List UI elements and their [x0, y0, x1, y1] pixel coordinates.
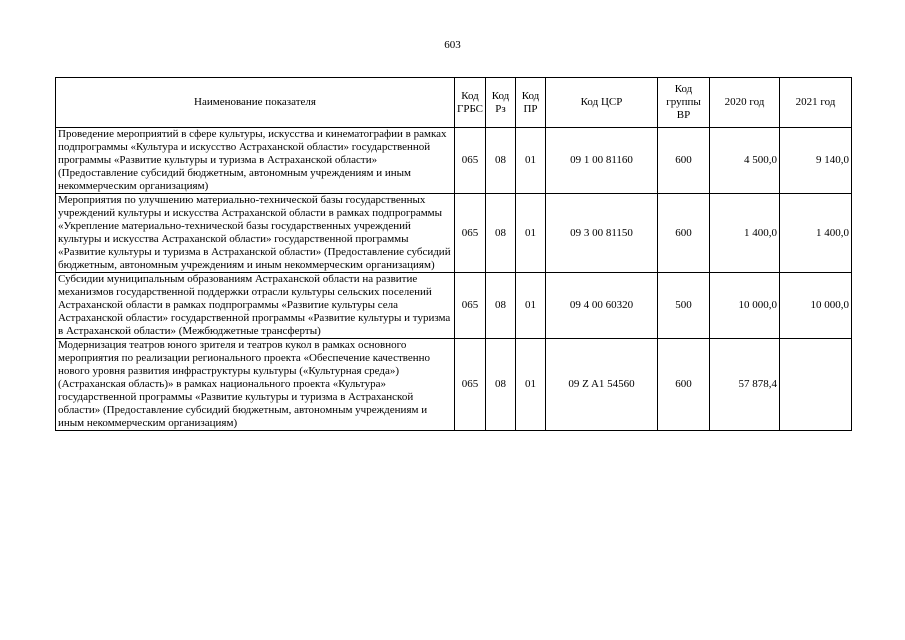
row-name: Проведение мероприятий в сфере культуры, искусства и кинематографии в рамках подпрограммы «Культура и искусство Астраханской области» государственной программы «Развитие культуры и туризма в Астраханской области» (Предоставление субсидий бюджетным, автономным учреждениям и иным некоммерческим организациям): [56, 128, 455, 194]
header-pr-line-1: Код: [521, 89, 540, 102]
row-grbs: 065: [455, 194, 486, 273]
row-amount-2020: 4 500,0: [710, 128, 780, 194]
row-rz: 08: [486, 194, 516, 273]
header-pr: [516, 78, 546, 128]
row-pr: 01: [516, 194, 546, 273]
row-name: Мероприятия по улучшению материально-технической базы государственных учреждений культуры и искусства Астраханской области в рамках подпрограммы «Укрепление материально-технической базы государственных учреждений культуры и искусства Астраханской области» государственной программы «Развитие культуры и туризма в Астраханской области» (Предоставление субсидий бюджетным, автономным учреждениям и иным некоммерческим организациям): [56, 194, 455, 273]
row-vr: 600: [658, 339, 710, 431]
header-rz-line-2: Рз: [495, 102, 506, 115]
header-name-line: Наименование показателя: [194, 96, 316, 108]
row-amount-2021: 10 000,0: [780, 273, 852, 339]
header-grbs: [455, 78, 486, 128]
table-row: [56, 194, 852, 273]
row-amount-2020: 10 000,0: [710, 273, 780, 339]
header-vr-line-1: Код: [674, 83, 693, 95]
row-name: Субсидии муниципальным образованиям Астраханской области на развитие механизмов государственной поддержки отрасли культуры сельских поселений Астраханской области в рамках подпрограммы «Развитие культуры села Астраханской области» государственной программы «Развитие культуры и туризма в Астраханской области» (Межбюджетные трансферты): [56, 273, 455, 339]
row-vr: 500: [658, 273, 710, 339]
row-rz: 08: [486, 273, 516, 339]
table-header-row: [56, 78, 852, 128]
header-vr-line-2: группы: [666, 96, 701, 108]
row-csr: 09 Z A1 54560: [546, 339, 658, 431]
header-grbs-line-1: Код: [461, 89, 479, 102]
header-year-2020: [710, 78, 780, 128]
row-grbs: 065: [455, 128, 486, 194]
row-pr: 01: [516, 339, 546, 431]
budget-table: [55, 77, 852, 431]
header-name: [56, 78, 455, 128]
row-rz: 08: [486, 128, 516, 194]
header-year-2021: [780, 78, 852, 128]
row-vr: 600: [658, 194, 710, 273]
row-grbs: 065: [455, 339, 486, 431]
row-csr: 09 1 00 81160: [546, 128, 658, 194]
table-row: [56, 128, 852, 194]
row-amount-2021: 1 400,0: [780, 194, 852, 273]
header-vr: [658, 78, 710, 128]
header-csr-line: Код ЦСР: [580, 96, 623, 108]
row-csr: 09 4 00 60320: [546, 273, 658, 339]
header-csr: [546, 78, 658, 128]
row-name: Модернизация театров юного зрителя и театров кукол в рамках основного мероприятия по реализации регионального проекта «Обеспечение качественно нового уровня развития инфраструктуры культуры («Культурная среда») (Астраханская область)» в рамках национального проекта «Культура» государственной программы «Развитие культуры и туризма в Астраханской области» (Предоставление субсидий бюджетным, автономным учреждениям и иным некоммерческим организациям): [56, 339, 455, 431]
row-rz: 08: [486, 339, 516, 431]
header-rz: [486, 78, 516, 128]
header-grbs-line-2: ГРБС: [456, 102, 484, 115]
header-vr-line-3: ВР: [676, 109, 691, 121]
page-number: 603: [444, 39, 461, 51]
row-amount-2020: 1 400,0: [710, 194, 780, 273]
row-csr: 09 3 00 81150: [546, 194, 658, 273]
table-row: [56, 273, 852, 339]
row-amount-2021: [780, 339, 852, 431]
row-vr: 600: [658, 128, 710, 194]
row-grbs: 065: [455, 273, 486, 339]
header-pr-line-2: ПР: [523, 102, 538, 115]
header-year-2021-line: 2021 год: [795, 96, 836, 108]
row-pr: 01: [516, 273, 546, 339]
row-pr: 01: [516, 128, 546, 194]
header-year-2020-line: 2020 год: [724, 96, 765, 108]
row-amount-2020: 57 878,4: [710, 339, 780, 431]
table-row: [56, 339, 852, 431]
header-rz-line-1: Код: [491, 89, 510, 102]
row-amount-2021: 9 140,0: [780, 128, 852, 194]
